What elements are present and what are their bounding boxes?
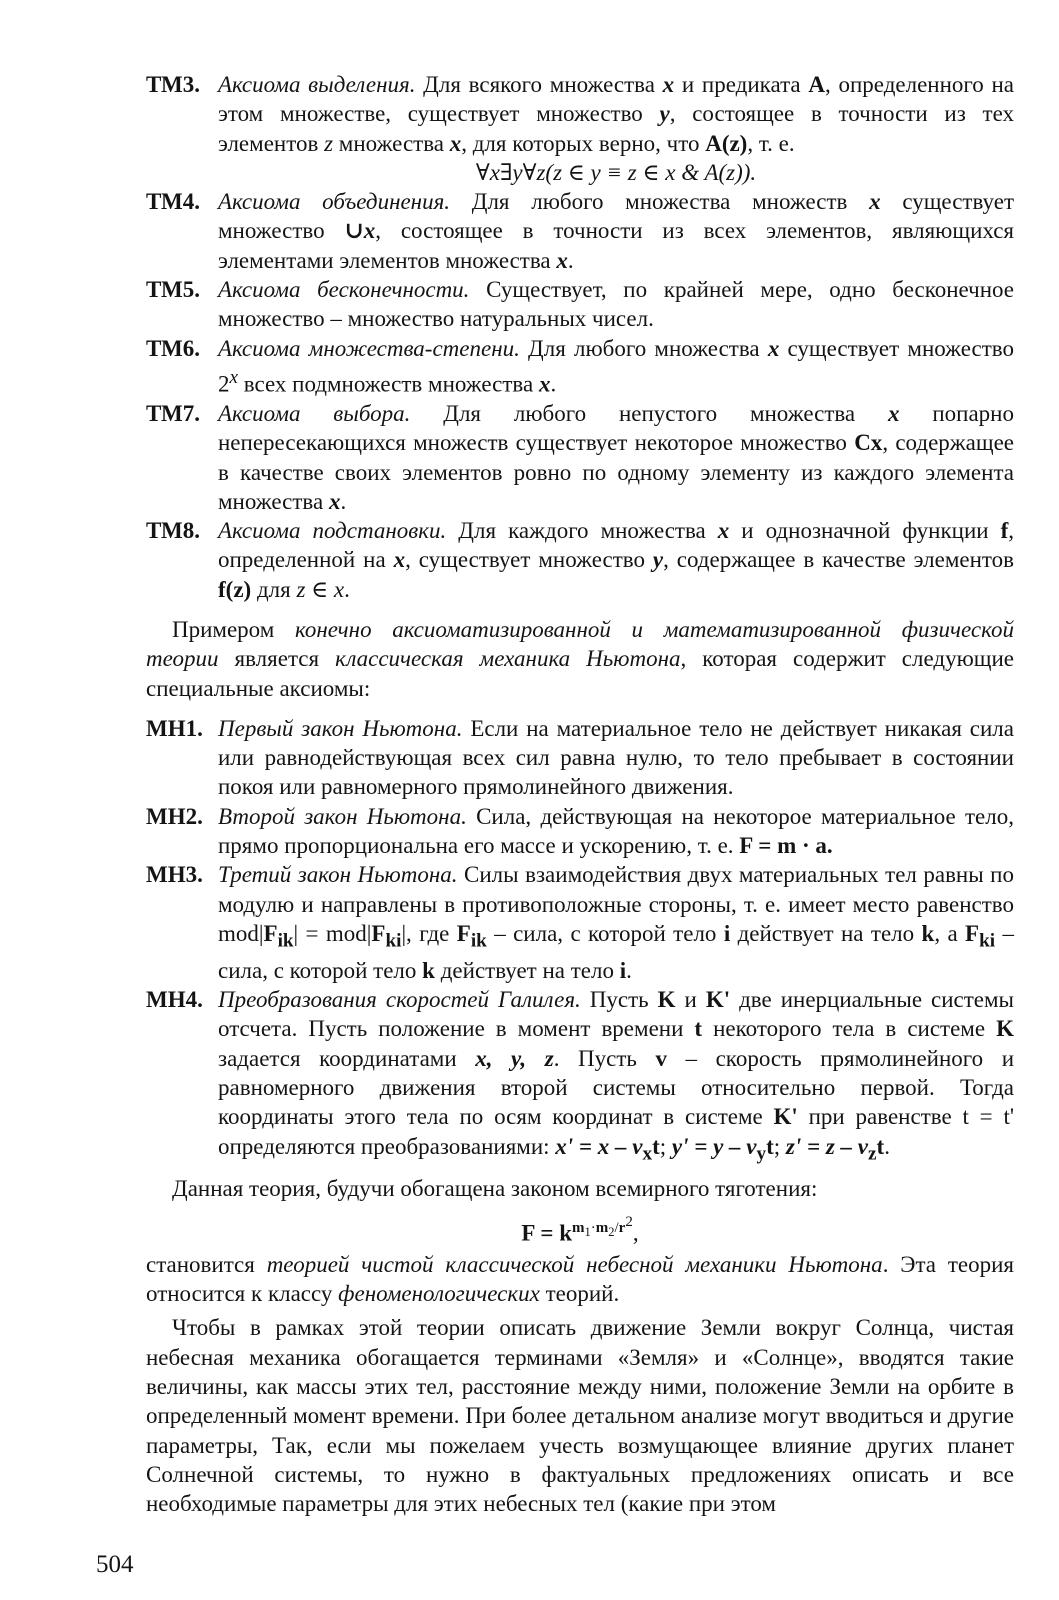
axiom-text: [218, 860, 1014, 985]
text-run: , состоящее в точности из тех элементов: [218, 101, 1014, 156]
math-expr: ∪x: [344, 218, 376, 244]
text-run: . Пусть: [553, 1045, 656, 1071]
formula-dot: ·: [590, 1219, 596, 1236]
text-run: задается координатами: [218, 1045, 476, 1071]
axiom-text: [218, 985, 1014, 1168]
axiom-label: ТМ6.: [146, 335, 200, 361]
axiom-mh2: [146, 802, 1014, 861]
math-var: x: [393, 547, 406, 573]
formula-exponent: 2: [625, 1213, 633, 1230]
axiom-label: ТМ8.: [146, 518, 200, 544]
math-var: z: [324, 130, 334, 156]
text-run: всех подмножеств множества: [238, 371, 539, 397]
math-expr: A(z): [705, 130, 748, 156]
axiom-text: [218, 714, 1014, 802]
earth-sun-paragraph: Чтобы в рамках этой теории описать движение Земли вокруг Солнца, чистая небесная механика обогащается терминами «Земля» и «Солнце», вводятся такие величины, как массы этих тел, расстояние между ними, положение Земли на орбите в определенный момент времени. При более детальном анализе могут вводиться и другие параметры, Так, если мы пожелаем учесть возмущающее влияние других планет Солнечной системы, то нужно в фактуальных предложениях описать и все необходимые параметры для этих небесных тел (какие при этом: [146, 1315, 1014, 1517]
text-run: теорий.: [539, 1281, 620, 1307]
axiom-tm3: [146, 70, 1014, 187]
text-run: становится: [146, 1251, 267, 1277]
text-run: Для всякого множества: [415, 72, 663, 97]
text-run: |, где: [401, 920, 457, 946]
text-run: при равенстве t = t' определяются преобразованиями:: [218, 1104, 1014, 1159]
math-subscript: z: [868, 1143, 877, 1165]
axiom-tm7: [146, 399, 1014, 516]
axiom-label: ТМ5.: [146, 277, 200, 303]
text-run: две инерциальные системы отсчета. Пусть положение в момент времени: [218, 987, 1015, 1042]
axiom-text: [218, 275, 1014, 334]
math-var: x: [538, 371, 551, 397]
axiom-label: ТМ4.: [146, 189, 200, 215]
text-run: Для любого непустого множества: [410, 400, 888, 426]
text-run: , которая содержит следующие специальные аксиомы:: [146, 646, 1014, 701]
text-run: .: [626, 957, 632, 983]
math-var: i: [723, 920, 731, 946]
math-expr: y' = y – v: [671, 1133, 757, 1159]
math-expr: z' = z – v: [785, 1133, 869, 1159]
axiom-label: ТМ3.: [146, 72, 200, 97]
math-var: F: [371, 920, 386, 946]
gravity-paragraph: Данная теория, будучи обогащена законом всемирного тяготения:: [172, 1175, 818, 1201]
math-var: K: [996, 1016, 1014, 1042]
math-var: k: [422, 957, 435, 983]
axiom-text: [218, 516, 1014, 604]
axiom-tm5: [146, 275, 1014, 334]
math-var: t: [694, 1016, 703, 1042]
text-run: , а: [934, 920, 966, 946]
text-run: , т. е.: [747, 130, 795, 156]
math-superscript: x: [229, 366, 239, 388]
axiom-title: Аксиома объединения.: [218, 189, 451, 215]
math-var: t: [652, 1133, 660, 1159]
math-subscript: y: [756, 1143, 767, 1165]
math-subscript: ik: [470, 930, 487, 952]
text-run: – сила, с которой тело: [218, 920, 1014, 983]
text-run: и: [675, 987, 706, 1013]
formula-mass: m: [572, 1219, 585, 1236]
math-var: K': [705, 987, 731, 1013]
math-var: x: [449, 130, 462, 156]
math-var: K: [657, 987, 676, 1013]
emphasis: классическая механика Ньютона: [335, 646, 681, 672]
formula-index: 1: [584, 1224, 591, 1239]
page-number: 504: [96, 1551, 134, 1578]
text-run: , существует множество: [405, 547, 653, 573]
text-run: Для любого множества множеств: [450, 189, 870, 215]
gravitation-formula: [146, 1208, 1014, 1248]
math-expr: Cx: [854, 430, 883, 456]
text-run: существует множество: [218, 189, 1015, 244]
math-var: x: [328, 488, 341, 514]
math-var: x: [717, 518, 730, 544]
math-var: F: [965, 920, 980, 946]
math-var: K': [773, 1104, 798, 1130]
math-var: y: [652, 547, 664, 573]
axiom-mh3: [146, 860, 1014, 985]
axiom-tm6: [146, 334, 1014, 399]
text-run: Для каждого множества: [446, 518, 718, 544]
emphasis: теорией чистой классической небесной механики Ньютона: [266, 1251, 883, 1277]
axiom-label: МН3.: [146, 862, 203, 888]
axiom-title: Третий закон Ньютона.: [218, 862, 458, 888]
axiom-title: Преобразования скоростей Галилея.: [218, 987, 581, 1013]
text-run: , содержащее в качестве элементов: [663, 547, 1014, 573]
text-run: для: [251, 576, 297, 602]
axiom-title: Аксиома выделения.: [218, 72, 416, 97]
separator: ;: [773, 1133, 786, 1159]
formula-radius: r: [618, 1219, 626, 1236]
text-run: .: [884, 1133, 890, 1159]
formula-slash: /: [614, 1219, 619, 1236]
formula-text: ∀x∃y∀z(z ∈ y ≡ z ∈ x & A(z)).: [475, 159, 757, 185]
text-run: Для любого множества: [519, 335, 768, 361]
text-run: – скорость прямолинейного и равномерного движения второй системы относительно первой. Тогда координаты этого тела по осям координат в системе: [218, 1045, 1015, 1130]
axiom-tm4: [146, 187, 1014, 275]
text-run: некоторого тела в системе: [702, 1016, 997, 1042]
text-run: является: [218, 646, 336, 672]
text-run: .: [340, 488, 347, 514]
emphasis: феноменологических: [338, 1281, 540, 1307]
math-subscript: ki: [979, 930, 996, 952]
formula-comma: ,: [632, 1220, 639, 1246]
text-run: .: [567, 247, 574, 273]
page-content: [146, 70, 1014, 1518]
formula-separation: [218, 158, 1014, 187]
math-var: x: [556, 247, 568, 273]
math-subscript: x: [642, 1143, 653, 1165]
axiom-label: МН2.: [146, 803, 203, 829]
math-var: A: [808, 72, 825, 97]
text-run: , определенной на: [218, 518, 1014, 573]
math-expr: f(z): [218, 576, 252, 602]
text-run: попарно непересекающихся множеств существует некоторое множество: [218, 400, 1014, 456]
math-var: F: [456, 920, 471, 946]
axiom-title: Аксиома множества-степени.: [218, 335, 520, 361]
text-run: Примером: [172, 617, 295, 642]
text-run: действует на тело: [434, 957, 620, 983]
formula-text: F = m · a.: [739, 833, 833, 859]
axiom-text: [218, 399, 1014, 516]
text-run: и однозначной функции: [729, 518, 1001, 544]
math-expr: x' = x – v: [555, 1133, 643, 1159]
celestial-paragraph: [146, 1250, 1014, 1309]
math-var: x: [888, 400, 900, 426]
formula-index: 2: [608, 1224, 615, 1239]
text-run: . Эта теория относится к классу: [146, 1251, 1014, 1307]
text-run: Силы взаимодействия двух материальных тел равны по модулю и направлены в противоположные стороны, т. е. имеет место равенство mod|: [218, 862, 1014, 946]
axiom-title: Аксиома выбора.: [218, 400, 411, 426]
text-run: , состоящее в точности из всех элементов, являющихся элементами элементов множества: [218, 218, 1015, 273]
separator: ;: [659, 1133, 672, 1159]
axiom-text: [218, 70, 1014, 187]
text-run: существует множество 2: [218, 335, 1015, 397]
axiom-text: [218, 802, 1014, 861]
math-var: k: [921, 920, 935, 946]
math-var: v: [655, 1045, 667, 1071]
math-var: i: [619, 957, 627, 983]
math-subscript: ik: [277, 930, 294, 952]
text-run: – сила, с которой тело: [486, 920, 724, 946]
axiom-title: Первый закон Ньютона.: [218, 715, 463, 741]
math-var: x: [869, 189, 881, 215]
axiom-mh4: [146, 985, 1014, 1168]
axiom-label: МН1.: [146, 715, 203, 741]
axiom-text: [218, 187, 1014, 275]
text-run: Пусть: [580, 987, 658, 1013]
axiom-label: ТМ7.: [146, 400, 200, 426]
math-subscript: ki: [385, 930, 402, 952]
math-var: x: [767, 335, 780, 361]
axiom-title: Второй закон Ньютона.: [218, 803, 467, 829]
text-run: , содержащее в качестве своих элементов ровно по одному элементу из каждого элемента множества: [218, 430, 1014, 514]
math-expr: x, y, z: [475, 1045, 554, 1071]
text-run: и предиката: [674, 72, 809, 97]
axiom-text: [218, 334, 1014, 399]
axiom-title: Аксиома подстановки.: [218, 518, 447, 544]
text-run: Сила, действующая на некоторое материальное тело, прямо пропорциональна его массе и ускорению, т. е.: [218, 803, 1014, 859]
intro-paragraph: [146, 615, 1014, 703]
text-run: множества: [333, 130, 450, 156]
text-run: .: [550, 371, 557, 397]
text-run: | = mod|: [293, 920, 372, 946]
axiom-tm8: [146, 516, 1014, 604]
math-var: t: [766, 1133, 774, 1159]
text-run: Если на материальное тело не действует никакая сила или равнодействующая всех сил равна нулю, то тело пребывает в состоянии покоя или равномерного прямолинейного движения.: [218, 715, 1014, 800]
math-var: y: [659, 101, 670, 127]
text-run: , для которых верно, что: [461, 130, 706, 156]
text-run: действует на тело: [730, 920, 922, 946]
math-var: F: [263, 920, 278, 946]
text-run: Существует, по крайней мере, одно бесконечное множество – множество натуральных чисел.: [218, 277, 1015, 332]
text-run: , определенного на этом множестве, существует множество: [218, 72, 1015, 127]
formula-mass: m: [595, 1219, 609, 1236]
math-var: f: [1000, 518, 1009, 544]
emphasis: конечно аксиоматизированной и математизированной физической теории: [146, 617, 1014, 672]
axiom-label: МН4.: [146, 987, 203, 1013]
axiom-title: Аксиома бесконечности.: [218, 277, 470, 303]
axiom-mh1: [146, 714, 1014, 802]
math-expr: z ∈ x: [296, 576, 345, 602]
math-var: t: [876, 1133, 885, 1159]
formula-lhs: F = k: [521, 1220, 572, 1246]
math-var: x: [662, 72, 675, 97]
text-run: .: [344, 576, 350, 602]
